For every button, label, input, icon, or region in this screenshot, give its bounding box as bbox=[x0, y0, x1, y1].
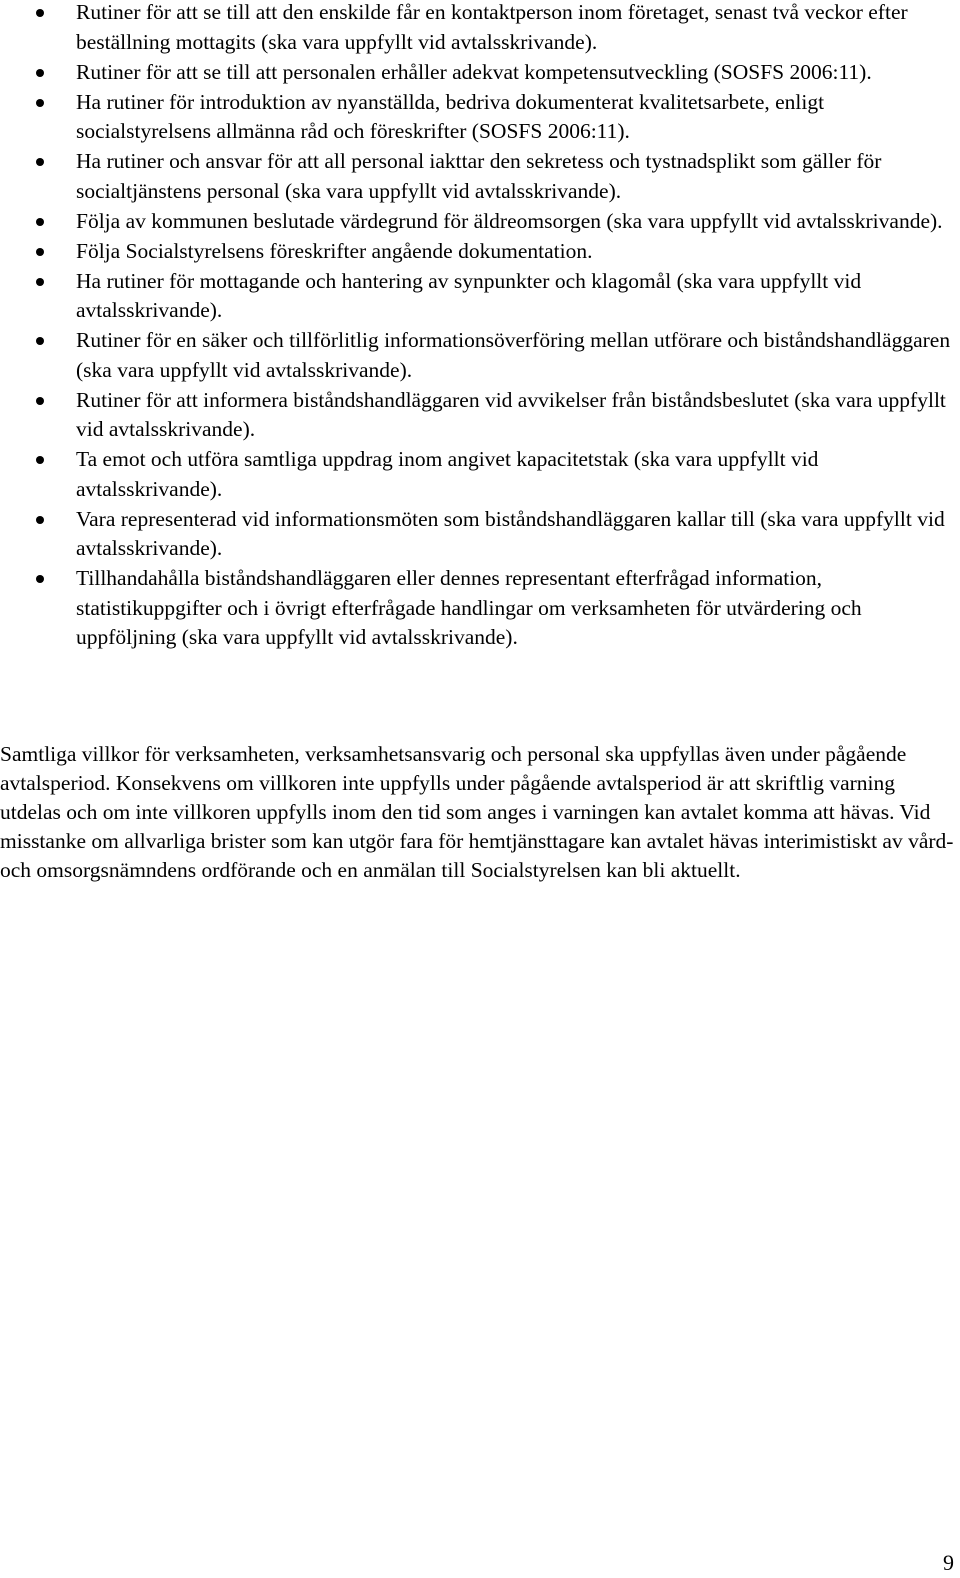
list-item bbox=[0, 88, 960, 147]
list-item bbox=[0, 505, 960, 564]
list-item bbox=[0, 564, 960, 653]
bullet-icon bbox=[36, 575, 44, 583]
bullet-icon bbox=[36, 456, 44, 464]
list-item bbox=[0, 386, 960, 445]
list-item-text: Ha rutiner och ansvar för att all personal iakttar den sekretess och tystnadsplikt som gäller för socialtjänstens personal (ska vara uppfyllt vid avtalsskrivande). bbox=[76, 149, 882, 203]
list-item bbox=[0, 445, 960, 504]
list-item bbox=[0, 207, 960, 237]
bullet-icon bbox=[36, 69, 44, 77]
bullet-icon bbox=[36, 218, 44, 226]
list-item-text: Ha rutiner för mottagande och hantering av synpunkter och klagomål (ska vara uppfyllt vid avtalsskrivande). bbox=[76, 268, 862, 322]
list-item bbox=[0, 237, 960, 267]
list-item-text: Ha rutiner för introduktion av nyanställda, bedriva dokumenterat kvalitetsarbete, enligt socialstyrelsens allmänna råd och föreskrifter (SOSFS 2006:11). bbox=[76, 89, 825, 143]
bullet-icon bbox=[36, 397, 44, 405]
list-item bbox=[0, 58, 960, 88]
bullet-icon bbox=[36, 9, 44, 17]
requirements-list bbox=[0, 0, 960, 653]
list-item-text: Vara representerad vid informationsmöten som biståndshandläggaren kallar till (ska vara uppfyllt vid avtalsskrivande). bbox=[76, 506, 945, 560]
bullet-icon bbox=[36, 99, 44, 107]
list-item-text: Rutiner för att se till att den enskilde får en kontaktperson inom företaget, senast två veckor efter beställning mottagits (ska vara uppfyllt vid avtalsskrivande). bbox=[76, 0, 908, 54]
list-item-text: Rutiner för att informera biståndshandläggaren vid avvikelser från biståndsbeslutet (ska vara uppfyllt vid avtalsskrivande). bbox=[76, 387, 946, 441]
bullet-icon bbox=[36, 158, 44, 166]
page-number: 9 bbox=[943, 1550, 954, 1575]
list-item bbox=[0, 326, 960, 385]
list-item-text: Följa Socialstyrelsens föreskrifter angående dokumentation. bbox=[76, 238, 593, 263]
bullet-icon bbox=[36, 516, 44, 524]
list-item-text: Tillhandahålla biståndshandläggaren eller dennes representant efterfrågad information, statistikuppgifter och i övrigt efterfrågade handlingar om verksamheten för utvärdering och uppföljning (ska vara uppfyllt vid avtalsskrivande). bbox=[76, 566, 862, 649]
closing-paragraph: Samtliga villkor för verksamheten, verksamhetsansvarig och personal ska uppfyllas även under pågående avtalsperiod. Konsekvens om villkoren inte uppfylls under pågående avtalsperiod är att skriftlig varning utdelas och om inte villkoren uppfylls inom den tid som anges i varningen kan avtalet komma att hävas. Vid misstanke om allvarliga brister som kan utgör fara för hemtjänsttagare kan avtalet hävas interimistiskt av vård- och omsorgsnämndens ordförande och en anmälan till Socialstyrelsen kan bli aktuellt. bbox=[0, 742, 954, 882]
list-item bbox=[0, 0, 960, 57]
bullet-icon bbox=[36, 278, 44, 286]
list-item bbox=[0, 267, 960, 326]
bullet-icon bbox=[36, 337, 44, 345]
list-item-text: Rutiner för att se till att personalen erhåller adekvat kompetensutveckling (SOSFS 2006:11). bbox=[76, 59, 872, 84]
bullet-icon bbox=[36, 248, 44, 256]
list-item-text: Rutiner för en säker och tillförlitlig informationsöverföring mellan utförare och biståndshandläggaren (ska vara uppfyllt vid avtalsskrivande). bbox=[76, 328, 951, 382]
list-item-text: Ta emot och utföra samtliga uppdrag inom angivet kapacitetstak (ska vara uppfyllt vid avtalsskrivande). bbox=[76, 447, 819, 501]
list-item bbox=[0, 147, 960, 206]
list-item-text: Följa av kommunen beslutade värdegrund för äldreomsorgen (ska vara uppfyllt vid avtalsskrivande). bbox=[76, 208, 943, 233]
